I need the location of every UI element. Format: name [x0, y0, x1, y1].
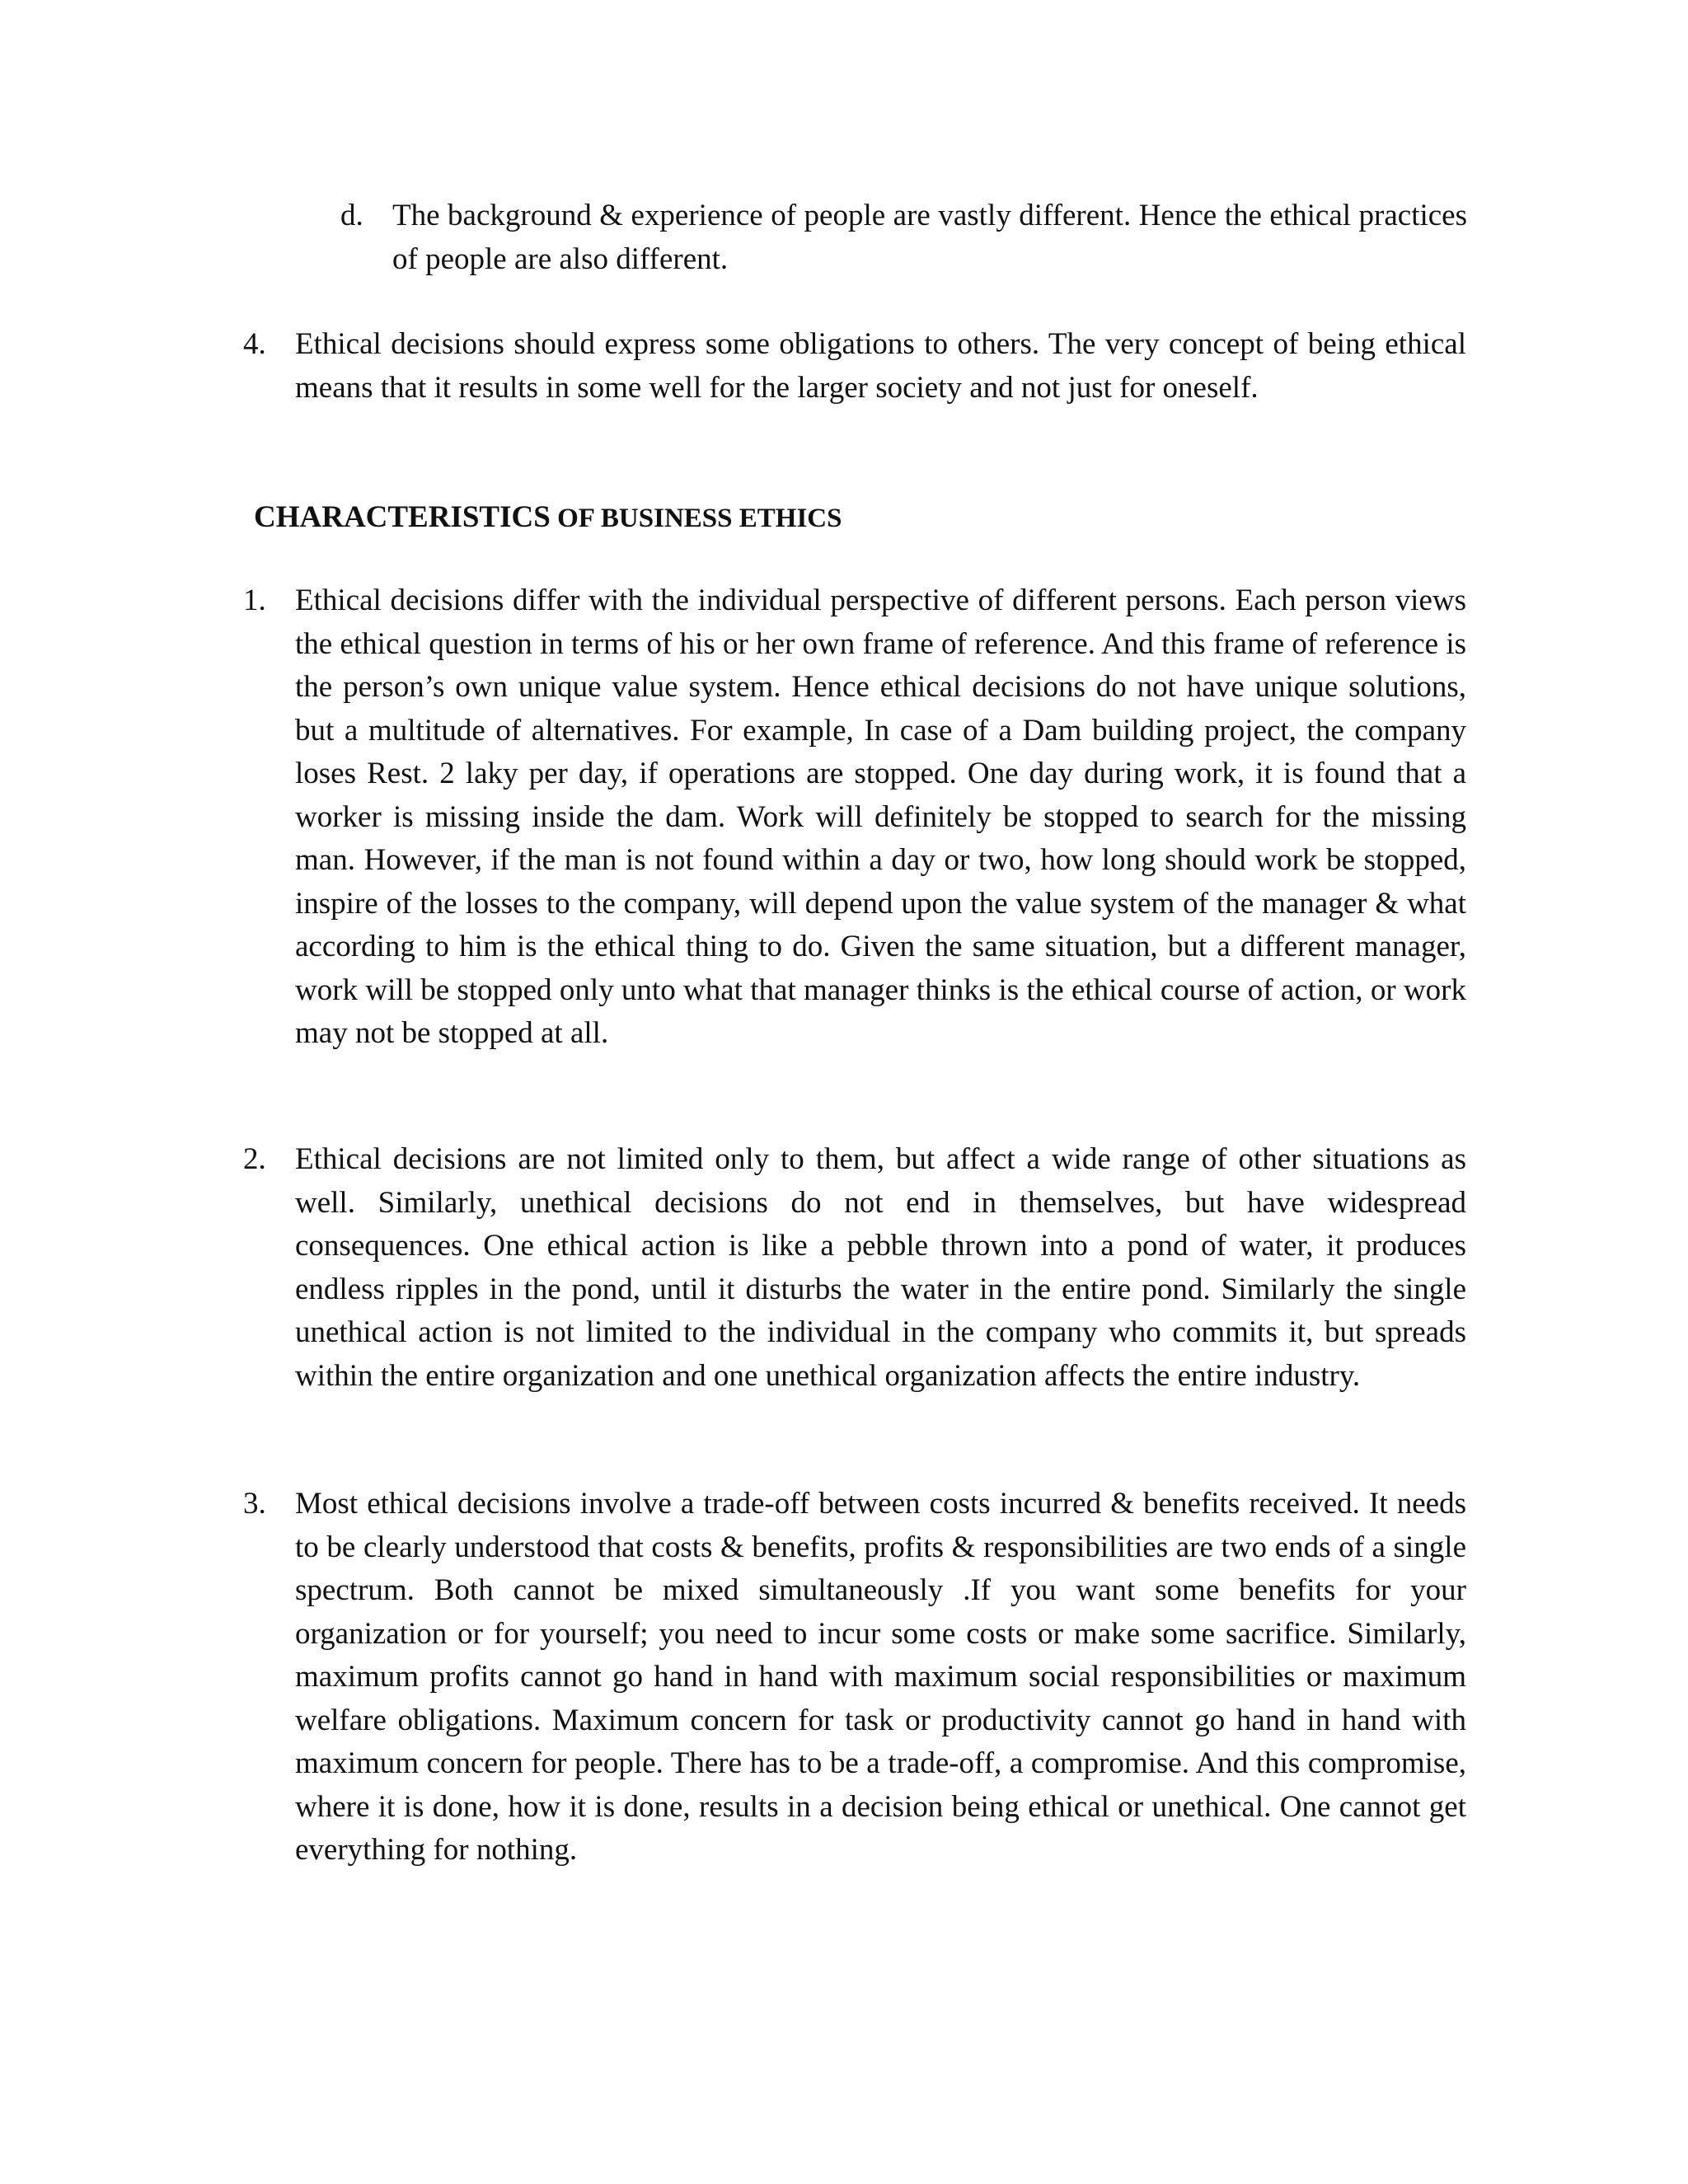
list-marker: 4.: [243, 327, 266, 361]
list-item-text: Ethical decisions should express some obligations to others. The very concept of being ethical means that it results in some well for the larger society and not just for oneself.: [295, 327, 1466, 405]
list-item-4: [243, 323, 1466, 410]
sub-list-item-d: [340, 194, 1467, 281]
heading-part-2: OF BUSINESS ETHICS: [550, 504, 842, 533]
list-item-text: Ethical decisions differ with the individual perspective of different persons. Each person views the ethical question in terms of his or her own frame of reference. And this frame of reference is the person’s own unique value system. Hence ethical decisions do not have unique solutions, but a multitude of alternatives. For example, In case of a Dam building project, the company loses Rest. 2 laky per day, if operations are stopped. One day during work, it is found that a worker is missing inside the dam. Work will definitely be stopped to search for the missing man. However, if the man is not found within a day or two, how long should work be stopped, inspire of the losses to the company, will depend upon the value system of the manager & what according to him is the ethical thing to do. Given the same situation, but a different manager, work will be stopped only unto what that manager thinks is the ethical course of action, or work may not be stopped at all.: [295, 583, 1466, 1050]
section-heading: [254, 496, 842, 540]
list-item-text: Ethical decisions are not limited only to them, but affect a wide range of other situations as well. Similarly, unethical decisions do not end in themselves, but have widespread consequences. One ethical action is like a pebble thrown into a pond of water, it produces endless ripples in the pond, until it disturbs the water in the entire pond. Similarly the single unethical action is not limited to the individual in the company who commits it, but spreads within the entire organization and one unethical organization affects the entire industry.: [295, 1142, 1466, 1393]
list-marker: 1.: [243, 583, 266, 617]
characteristic-item-2: [243, 1138, 1466, 1398]
list-marker: 3.: [243, 1487, 266, 1521]
heading-part-1: CHARACTERISTICS: [254, 500, 551, 534]
list-marker: d.: [340, 199, 363, 232]
characteristic-item-1: [243, 579, 1466, 1056]
characteristic-item-3: [243, 1483, 1466, 1872]
list-item-text: The background & experience of people are vastly different. Hence the ethical practices of people are also different.: [392, 199, 1467, 276]
list-item-text: Most ethical decisions involve a trade-off between costs incurred & benefits received. It needs to be clearly understood that costs & benefits, profits & responsibilities are two ends of a single spectrum. Both cannot be mixed simultaneously .If you want some benefits for your organization or for yourself; you need to incur some costs or make some sacrifice. Similarly, maximum profits cannot go hand in hand with maximum social responsibilities or maximum welfare obligations. Maximum concern for task or productivity cannot go hand in hand with maximum concern for people. There has to be a trade-off, a compromise. And this compromise, where it is done, how it is done, results in a decision being ethical or unethical. One cannot get everything for nothing.: [295, 1487, 1466, 1867]
list-marker: 2.: [243, 1142, 266, 1176]
